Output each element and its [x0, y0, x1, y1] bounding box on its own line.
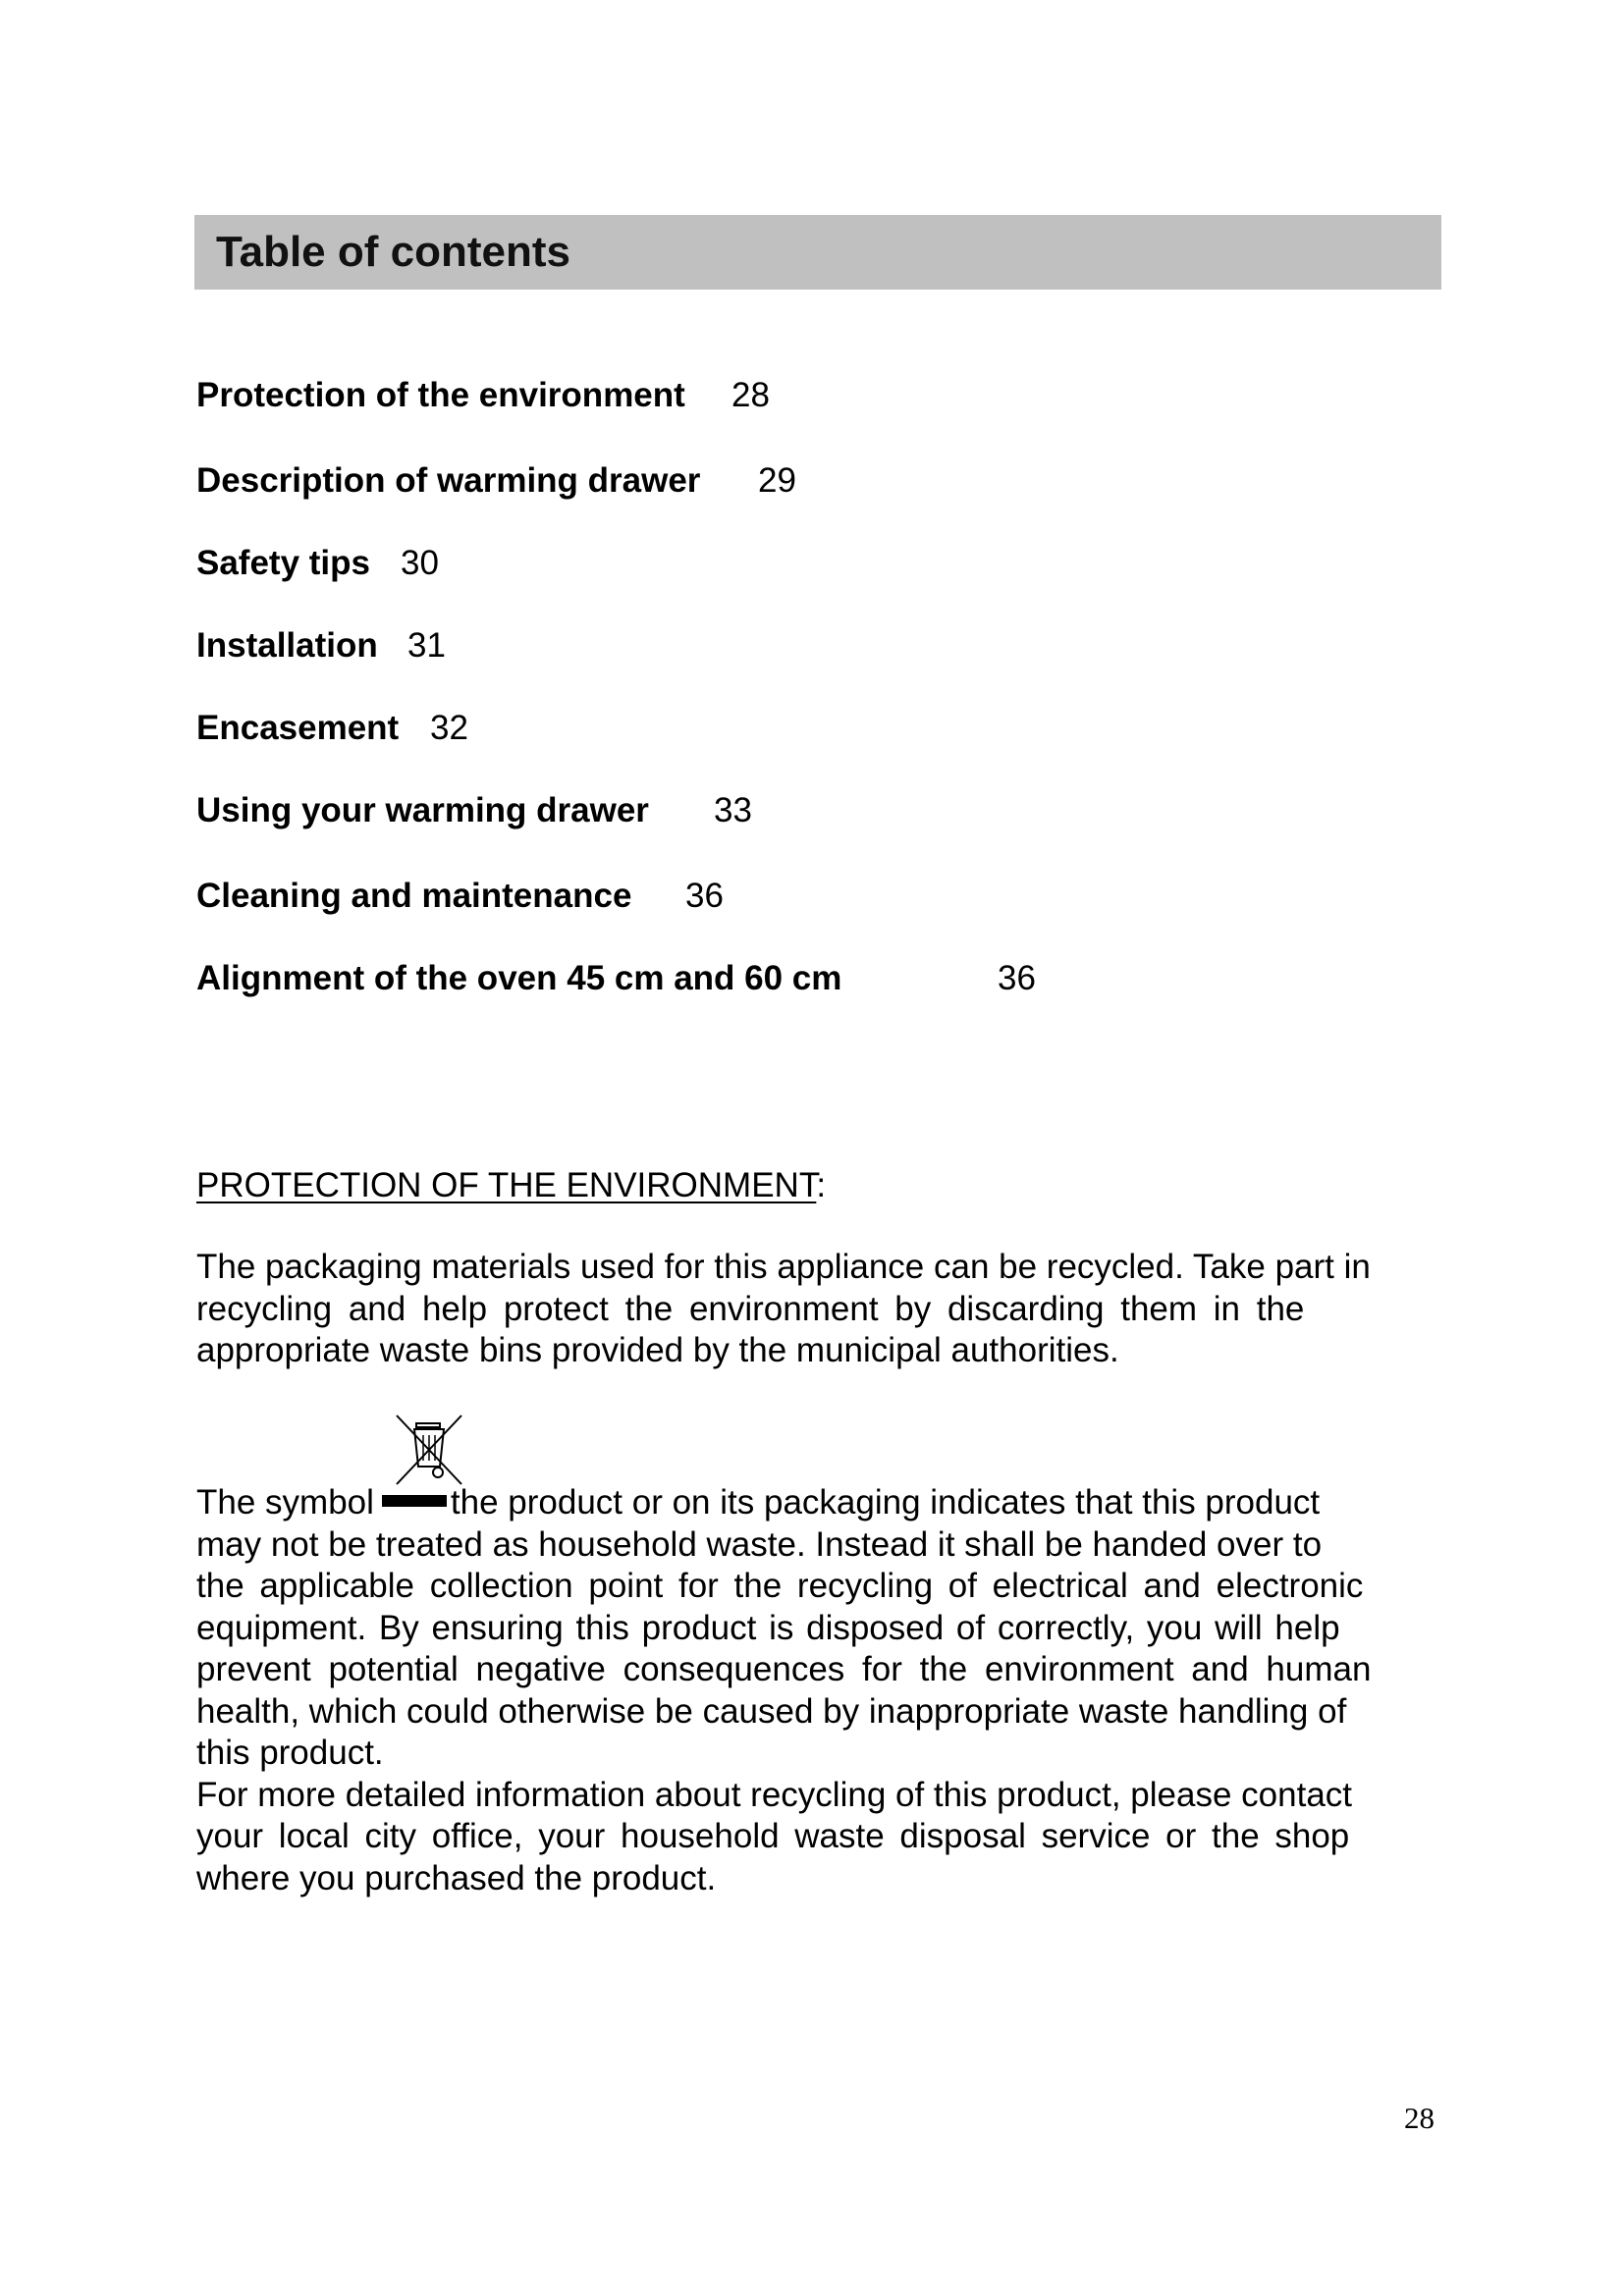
toc-item-page: 31 — [407, 626, 446, 665]
page-number: 28 — [1404, 2101, 1435, 2135]
paragraph-line: this product. — [196, 1734, 384, 1772]
toc-item-page: 28 — [731, 376, 770, 414]
toc-item-page: 36 — [685, 877, 724, 915]
paragraph-line: the applicable collection point for the recycling of electrical and electronic — [196, 1567, 1364, 1605]
toc-item-page: 30 — [401, 544, 439, 582]
paragraph-line — [196, 1247, 1439, 1289]
toc-item-page: 29 — [758, 461, 796, 500]
paragraph-text: The symbol — [196, 1483, 374, 1522]
page-title: Table of contents — [216, 228, 570, 276]
toc-item-title: Description of warming drawer — [196, 461, 701, 500]
toc-item-title: Installation — [196, 626, 378, 665]
toc-item-title: Using your warming drawer — [196, 791, 649, 829]
toc-item-title: Safety tips — [196, 544, 370, 582]
symbol-bar-icon — [382, 1495, 447, 1507]
paragraph-line: where you purchased the product. — [196, 1858, 717, 1897]
toc-item-title: Cleaning and maintenance — [196, 877, 632, 915]
paragraph-line: recycling and help protect the environment by discarding them in the — [196, 1289, 1305, 1328]
toc-header-bar — [194, 215, 1441, 290]
toc-item-title: Alignment of the oven 45 cm and 60 cm — [196, 959, 842, 997]
paragraph-line: may not be treated as household waste. Instead it shall be handed over to — [196, 1524, 1323, 1564]
section-heading-colon: : — [816, 1166, 827, 1204]
word: The packaging materials used for this appliance can be recycled. Take part in — [196, 1248, 1371, 1286]
toc-item-page: 36 — [998, 959, 1036, 997]
paragraph-line: your local city office, your household waste disposal service or the shop — [196, 1817, 1350, 1855]
toc-item-page: 33 — [714, 791, 752, 829]
toc-item-title: Encasement — [196, 709, 400, 747]
toc-item-title: Protection of the environment — [196, 376, 685, 414]
paragraph-line: appropriate waste bins provided by the municipal authorities. — [196, 1331, 1119, 1369]
paragraph-line: equipment. By ensuring this product is disposed of correctly, you will help — [196, 1608, 1340, 1647]
section-heading — [196, 1161, 826, 1210]
paragraph-weee — [196, 1482, 1439, 1899]
paragraph-packaging — [196, 1247, 1439, 1372]
crossed-out-wheelie-bin-icon — [391, 1412, 467, 1488]
paragraph-line: For more detailed information about recycling of this product, please contact — [196, 1775, 1353, 1814]
paragraph-line: prevent potential negative consequences for the environment and human — [196, 1650, 1372, 1688]
paragraph-text: the product or on its packaging indicates that this product — [450, 1483, 1321, 1522]
paragraph-line: health, which could otherwise be caused by inappropriate waste handling of — [196, 1691, 1347, 1731]
section-heading-text: PROTECTION OF THE ENVIRONMENT — [196, 1166, 817, 1204]
toc-item-page: 32 — [430, 709, 468, 747]
paragraph-line — [196, 1482, 1439, 1524]
